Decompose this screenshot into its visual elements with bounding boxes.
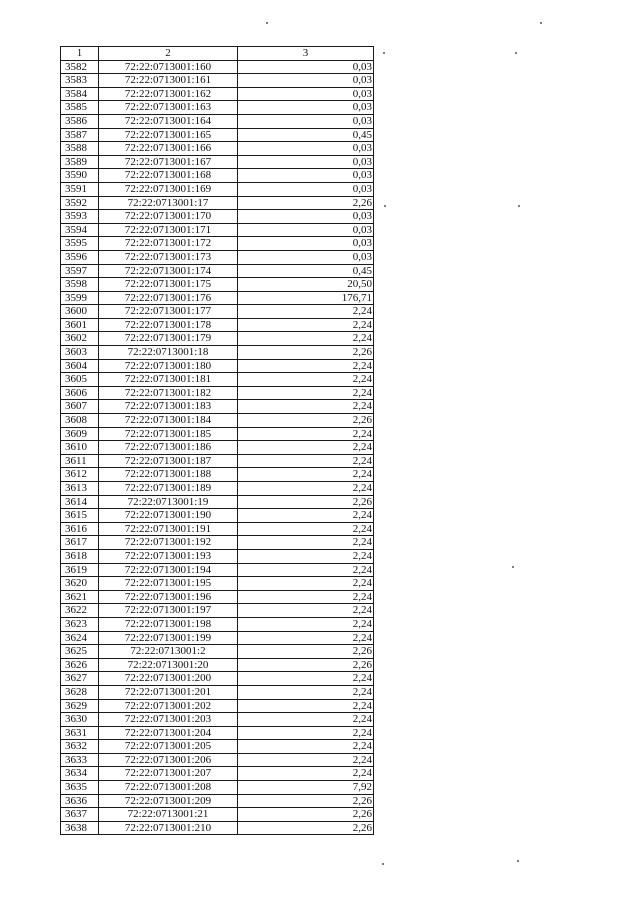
row-number: 3594 xyxy=(61,223,99,237)
row-value: 2,26 xyxy=(238,196,374,210)
cadastral-number: 72:22:0713001:187 xyxy=(99,454,238,468)
cadastral-number: 72:22:0713001:2 xyxy=(99,645,238,659)
row-value: 2,26 xyxy=(238,808,374,822)
cadastral-number: 72:22:0713001:160 xyxy=(99,60,238,74)
row-number: 3611 xyxy=(61,454,99,468)
table-row xyxy=(61,305,374,319)
row-value: 2,24 xyxy=(238,536,374,550)
table-row xyxy=(61,414,374,428)
row-number: 3589 xyxy=(61,155,99,169)
row-value: 2,24 xyxy=(238,318,374,332)
cadastral-number: 72:22:0713001:194 xyxy=(99,563,238,577)
row-value: 0,03 xyxy=(238,101,374,115)
cadastral-number: 72:22:0713001:182 xyxy=(99,386,238,400)
row-value: 2,26 xyxy=(238,414,374,428)
row-number: 3617 xyxy=(61,536,99,550)
cadastral-number: 72:22:0713001:178 xyxy=(99,318,238,332)
row-value: 2,24 xyxy=(238,577,374,591)
cadastral-number: 72:22:0713001:200 xyxy=(99,672,238,686)
row-value: 0,03 xyxy=(238,210,374,224)
table-row xyxy=(61,536,374,550)
cadastral-number: 72:22:0713001:171 xyxy=(99,223,238,237)
row-value: 0,03 xyxy=(238,87,374,101)
cadastral-number: 72:22:0713001:207 xyxy=(99,767,238,781)
table-row xyxy=(61,318,374,332)
row-value: 2,24 xyxy=(238,685,374,699)
table-row xyxy=(61,808,374,822)
scan-speck xyxy=(512,566,514,568)
row-value: 2,24 xyxy=(238,454,374,468)
scan-speck xyxy=(383,52,385,54)
table-row xyxy=(61,454,374,468)
row-number: 3601 xyxy=(61,318,99,332)
row-number: 3598 xyxy=(61,278,99,292)
table-row xyxy=(61,210,374,224)
row-value: 7,92 xyxy=(238,781,374,795)
table-row xyxy=(61,753,374,767)
row-value: 2,26 xyxy=(238,495,374,509)
table-row xyxy=(61,617,374,631)
cadastral-number: 72:22:0713001:173 xyxy=(99,250,238,264)
table-row xyxy=(61,685,374,699)
row-number: 3627 xyxy=(61,672,99,686)
row-number: 3582 xyxy=(61,60,99,74)
table-row xyxy=(61,142,374,156)
row-number: 3629 xyxy=(61,699,99,713)
cadastral-number: 72:22:0713001:176 xyxy=(99,291,238,305)
cadastral-number: 72:22:0713001:191 xyxy=(99,522,238,536)
table-row xyxy=(61,74,374,88)
row-number: 3586 xyxy=(61,114,99,128)
cadastral-number: 72:22:0713001:184 xyxy=(99,414,238,428)
table-row xyxy=(61,60,374,74)
cadastral-number: 72:22:0713001:20 xyxy=(99,658,238,672)
cadastral-number: 72:22:0713001:180 xyxy=(99,359,238,373)
row-value: 0,03 xyxy=(238,114,374,128)
row-value: 2,24 xyxy=(238,468,374,482)
row-number: 3590 xyxy=(61,169,99,183)
table-row xyxy=(61,359,374,373)
table-row xyxy=(61,373,374,387)
table-row xyxy=(61,87,374,101)
row-number: 3623 xyxy=(61,617,99,631)
cadastral-number: 72:22:0713001:163 xyxy=(99,101,238,115)
row-value: 2,24 xyxy=(238,427,374,441)
row-value: 2,24 xyxy=(238,522,374,536)
cadastral-number: 72:22:0713001:18 xyxy=(99,346,238,360)
row-value: 2,24 xyxy=(238,699,374,713)
cadastral-number: 72:22:0713001:166 xyxy=(99,142,238,156)
cadastral-number: 72:22:0713001:203 xyxy=(99,713,238,727)
cadastral-number: 72:22:0713001:169 xyxy=(99,182,238,196)
cadastral-number: 72:22:0713001:177 xyxy=(99,305,238,319)
row-value: 2,24 xyxy=(238,549,374,563)
row-number: 3608 xyxy=(61,414,99,428)
row-number: 3613 xyxy=(61,482,99,496)
cadastral-number: 72:22:0713001:195 xyxy=(99,577,238,591)
table-header-row xyxy=(61,47,374,61)
row-number: 3628 xyxy=(61,685,99,699)
scan-speck xyxy=(382,863,384,865)
cadastral-number: 72:22:0713001:175 xyxy=(99,278,238,292)
row-value: 2,24 xyxy=(238,359,374,373)
row-value: 0,03 xyxy=(238,223,374,237)
row-number: 3633 xyxy=(61,753,99,767)
cadastral-number: 72:22:0713001:192 xyxy=(99,536,238,550)
row-value: 2,24 xyxy=(238,767,374,781)
row-number: 3596 xyxy=(61,250,99,264)
cadastral-number: 72:22:0713001:202 xyxy=(99,699,238,713)
row-number: 3635 xyxy=(61,781,99,795)
table-row xyxy=(61,767,374,781)
cadastral-number: 72:22:0713001:189 xyxy=(99,482,238,496)
table-row xyxy=(61,658,374,672)
cadastral-number: 72:22:0713001:206 xyxy=(99,753,238,767)
row-number: 3630 xyxy=(61,713,99,727)
row-number: 3624 xyxy=(61,631,99,645)
scan-speck xyxy=(384,205,386,207)
table-row xyxy=(61,781,374,795)
row-number: 3625 xyxy=(61,645,99,659)
table-row xyxy=(61,590,374,604)
cadastral-number: 72:22:0713001:174 xyxy=(99,264,238,278)
table-row xyxy=(61,114,374,128)
row-value: 2,24 xyxy=(238,590,374,604)
row-number: 3638 xyxy=(61,821,99,835)
cadastral-number: 72:22:0713001:168 xyxy=(99,169,238,183)
row-value: 0,03 xyxy=(238,74,374,88)
row-value: 2,24 xyxy=(238,441,374,455)
table-row xyxy=(61,400,374,414)
row-value: 0,03 xyxy=(238,155,374,169)
cadastral-number: 72:22:0713001:201 xyxy=(99,685,238,699)
row-value: 2,24 xyxy=(238,713,374,727)
cadastral-number: 72:22:0713001:190 xyxy=(99,509,238,523)
table-row xyxy=(61,604,374,618)
row-number: 3626 xyxy=(61,658,99,672)
cadastral-number: 72:22:0713001:170 xyxy=(99,210,238,224)
table-row xyxy=(61,468,374,482)
cadastral-number: 72:22:0713001:17 xyxy=(99,196,238,210)
scan-speck xyxy=(540,22,542,24)
table-row xyxy=(61,549,374,563)
table-row xyxy=(61,441,374,455)
column-header-number: 1 xyxy=(61,47,99,61)
table-row xyxy=(61,278,374,292)
cadastral-number: 72:22:0713001:19 xyxy=(99,495,238,509)
row-number: 3606 xyxy=(61,386,99,400)
row-number: 3620 xyxy=(61,577,99,591)
table-row xyxy=(61,794,374,808)
table-row xyxy=(61,386,374,400)
row-number: 3618 xyxy=(61,549,99,563)
row-number: 3592 xyxy=(61,196,99,210)
scan-speck xyxy=(515,52,517,54)
cadastral-number: 72:22:0713001:172 xyxy=(99,237,238,251)
table-row xyxy=(61,740,374,754)
cadastral-number: 72:22:0713001:161 xyxy=(99,74,238,88)
row-number: 3615 xyxy=(61,509,99,523)
row-value: 2,24 xyxy=(238,617,374,631)
row-number: 3634 xyxy=(61,767,99,781)
row-number: 3588 xyxy=(61,142,99,156)
cadastral-number: 72:22:0713001:209 xyxy=(99,794,238,808)
table-row xyxy=(61,291,374,305)
cadastral-number: 72:22:0713001:186 xyxy=(99,441,238,455)
table-row xyxy=(61,631,374,645)
cadastral-number: 72:22:0713001:179 xyxy=(99,332,238,346)
row-value: 20,50 xyxy=(238,278,374,292)
row-value: 2,24 xyxy=(238,726,374,740)
table-row xyxy=(61,427,374,441)
row-value: 0,03 xyxy=(238,237,374,251)
cadastral-number: 72:22:0713001:196 xyxy=(99,590,238,604)
table-row xyxy=(61,182,374,196)
row-value: 0,03 xyxy=(238,142,374,156)
row-value: 2,24 xyxy=(238,672,374,686)
table-row xyxy=(61,101,374,115)
row-number: 3597 xyxy=(61,264,99,278)
row-number: 3599 xyxy=(61,291,99,305)
row-number: 3607 xyxy=(61,400,99,414)
row-number: 3616 xyxy=(61,522,99,536)
row-value: 2,24 xyxy=(238,740,374,754)
row-number: 3593 xyxy=(61,210,99,224)
row-value: 2,24 xyxy=(238,631,374,645)
cadastral-table xyxy=(60,46,374,835)
table-row xyxy=(61,699,374,713)
table-row xyxy=(61,332,374,346)
row-value: 2,24 xyxy=(238,482,374,496)
column-header-cadastral-id: 2 xyxy=(99,47,238,61)
row-value: 2,26 xyxy=(238,794,374,808)
table-row xyxy=(61,509,374,523)
row-value: 2,26 xyxy=(238,346,374,360)
cadastral-number: 72:22:0713001:183 xyxy=(99,400,238,414)
row-value: 2,24 xyxy=(238,386,374,400)
row-number: 3584 xyxy=(61,87,99,101)
row-number: 3610 xyxy=(61,441,99,455)
cadastral-number: 72:22:0713001:164 xyxy=(99,114,238,128)
cadastral-number: 72:22:0713001:167 xyxy=(99,155,238,169)
row-value: 2,24 xyxy=(238,400,374,414)
cadastral-number: 72:22:0713001:205 xyxy=(99,740,238,754)
row-number: 3612 xyxy=(61,468,99,482)
row-value: 2,26 xyxy=(238,645,374,659)
row-number: 3605 xyxy=(61,373,99,387)
cadastral-number: 72:22:0713001:210 xyxy=(99,821,238,835)
row-number: 3602 xyxy=(61,332,99,346)
table-row xyxy=(61,495,374,509)
row-number: 3585 xyxy=(61,101,99,115)
row-number: 3631 xyxy=(61,726,99,740)
table-row xyxy=(61,645,374,659)
row-value: 0,03 xyxy=(238,250,374,264)
table-row xyxy=(61,223,374,237)
row-number: 3603 xyxy=(61,346,99,360)
row-number: 3583 xyxy=(61,74,99,88)
scan-speck xyxy=(266,22,268,24)
cadastral-number: 72:22:0713001:193 xyxy=(99,549,238,563)
cadastral-number: 72:22:0713001:165 xyxy=(99,128,238,142)
row-number: 3609 xyxy=(61,427,99,441)
cadastral-number: 72:22:0713001:185 xyxy=(99,427,238,441)
row-number: 3591 xyxy=(61,182,99,196)
table-row xyxy=(61,264,374,278)
row-value: 2,24 xyxy=(238,373,374,387)
row-value: 2,24 xyxy=(238,509,374,523)
table-row xyxy=(61,821,374,835)
row-value: 0,03 xyxy=(238,182,374,196)
row-number: 3595 xyxy=(61,237,99,251)
cadastral-number: 72:22:0713001:204 xyxy=(99,726,238,740)
table-row xyxy=(61,482,374,496)
cadastral-number: 72:22:0713001:21 xyxy=(99,808,238,822)
table-row xyxy=(61,713,374,727)
table-row xyxy=(61,563,374,577)
row-value: 0,45 xyxy=(238,128,374,142)
table-row xyxy=(61,169,374,183)
row-value: 176,71 xyxy=(238,291,374,305)
table-row xyxy=(61,237,374,251)
row-number: 3622 xyxy=(61,604,99,618)
row-value: 2,24 xyxy=(238,604,374,618)
cadastral-number: 72:22:0713001:208 xyxy=(99,781,238,795)
column-header-value: 3 xyxy=(238,47,374,61)
row-number: 3587 xyxy=(61,128,99,142)
cadastral-number: 72:22:0713001:198 xyxy=(99,617,238,631)
row-number: 3632 xyxy=(61,740,99,754)
row-value: 0,03 xyxy=(238,60,374,74)
table-body xyxy=(61,60,374,835)
scan-speck xyxy=(518,205,520,207)
table-row xyxy=(61,250,374,264)
table-row xyxy=(61,155,374,169)
table-row xyxy=(61,128,374,142)
row-number: 3604 xyxy=(61,359,99,373)
row-value: 0,03 xyxy=(238,169,374,183)
table-row xyxy=(61,577,374,591)
table-row xyxy=(61,196,374,210)
row-value: 2,24 xyxy=(238,563,374,577)
row-value: 2,26 xyxy=(238,658,374,672)
row-number: 3600 xyxy=(61,305,99,319)
row-number: 3637 xyxy=(61,808,99,822)
table-row xyxy=(61,522,374,536)
row-value: 2,24 xyxy=(238,753,374,767)
row-value: 0,45 xyxy=(238,264,374,278)
cadastral-number: 72:22:0713001:188 xyxy=(99,468,238,482)
cadastral-number: 72:22:0713001:162 xyxy=(99,87,238,101)
scan-speck xyxy=(517,860,519,862)
cadastral-number: 72:22:0713001:197 xyxy=(99,604,238,618)
row-number: 3636 xyxy=(61,794,99,808)
table-row xyxy=(61,346,374,360)
table-row xyxy=(61,672,374,686)
row-number: 3621 xyxy=(61,590,99,604)
row-value: 2,26 xyxy=(238,821,374,835)
cadastral-number: 72:22:0713001:199 xyxy=(99,631,238,645)
row-value: 2,24 xyxy=(238,305,374,319)
row-number: 3619 xyxy=(61,563,99,577)
row-number: 3614 xyxy=(61,495,99,509)
cadastral-number: 72:22:0713001:181 xyxy=(99,373,238,387)
table-row xyxy=(61,726,374,740)
row-value: 2,24 xyxy=(238,332,374,346)
